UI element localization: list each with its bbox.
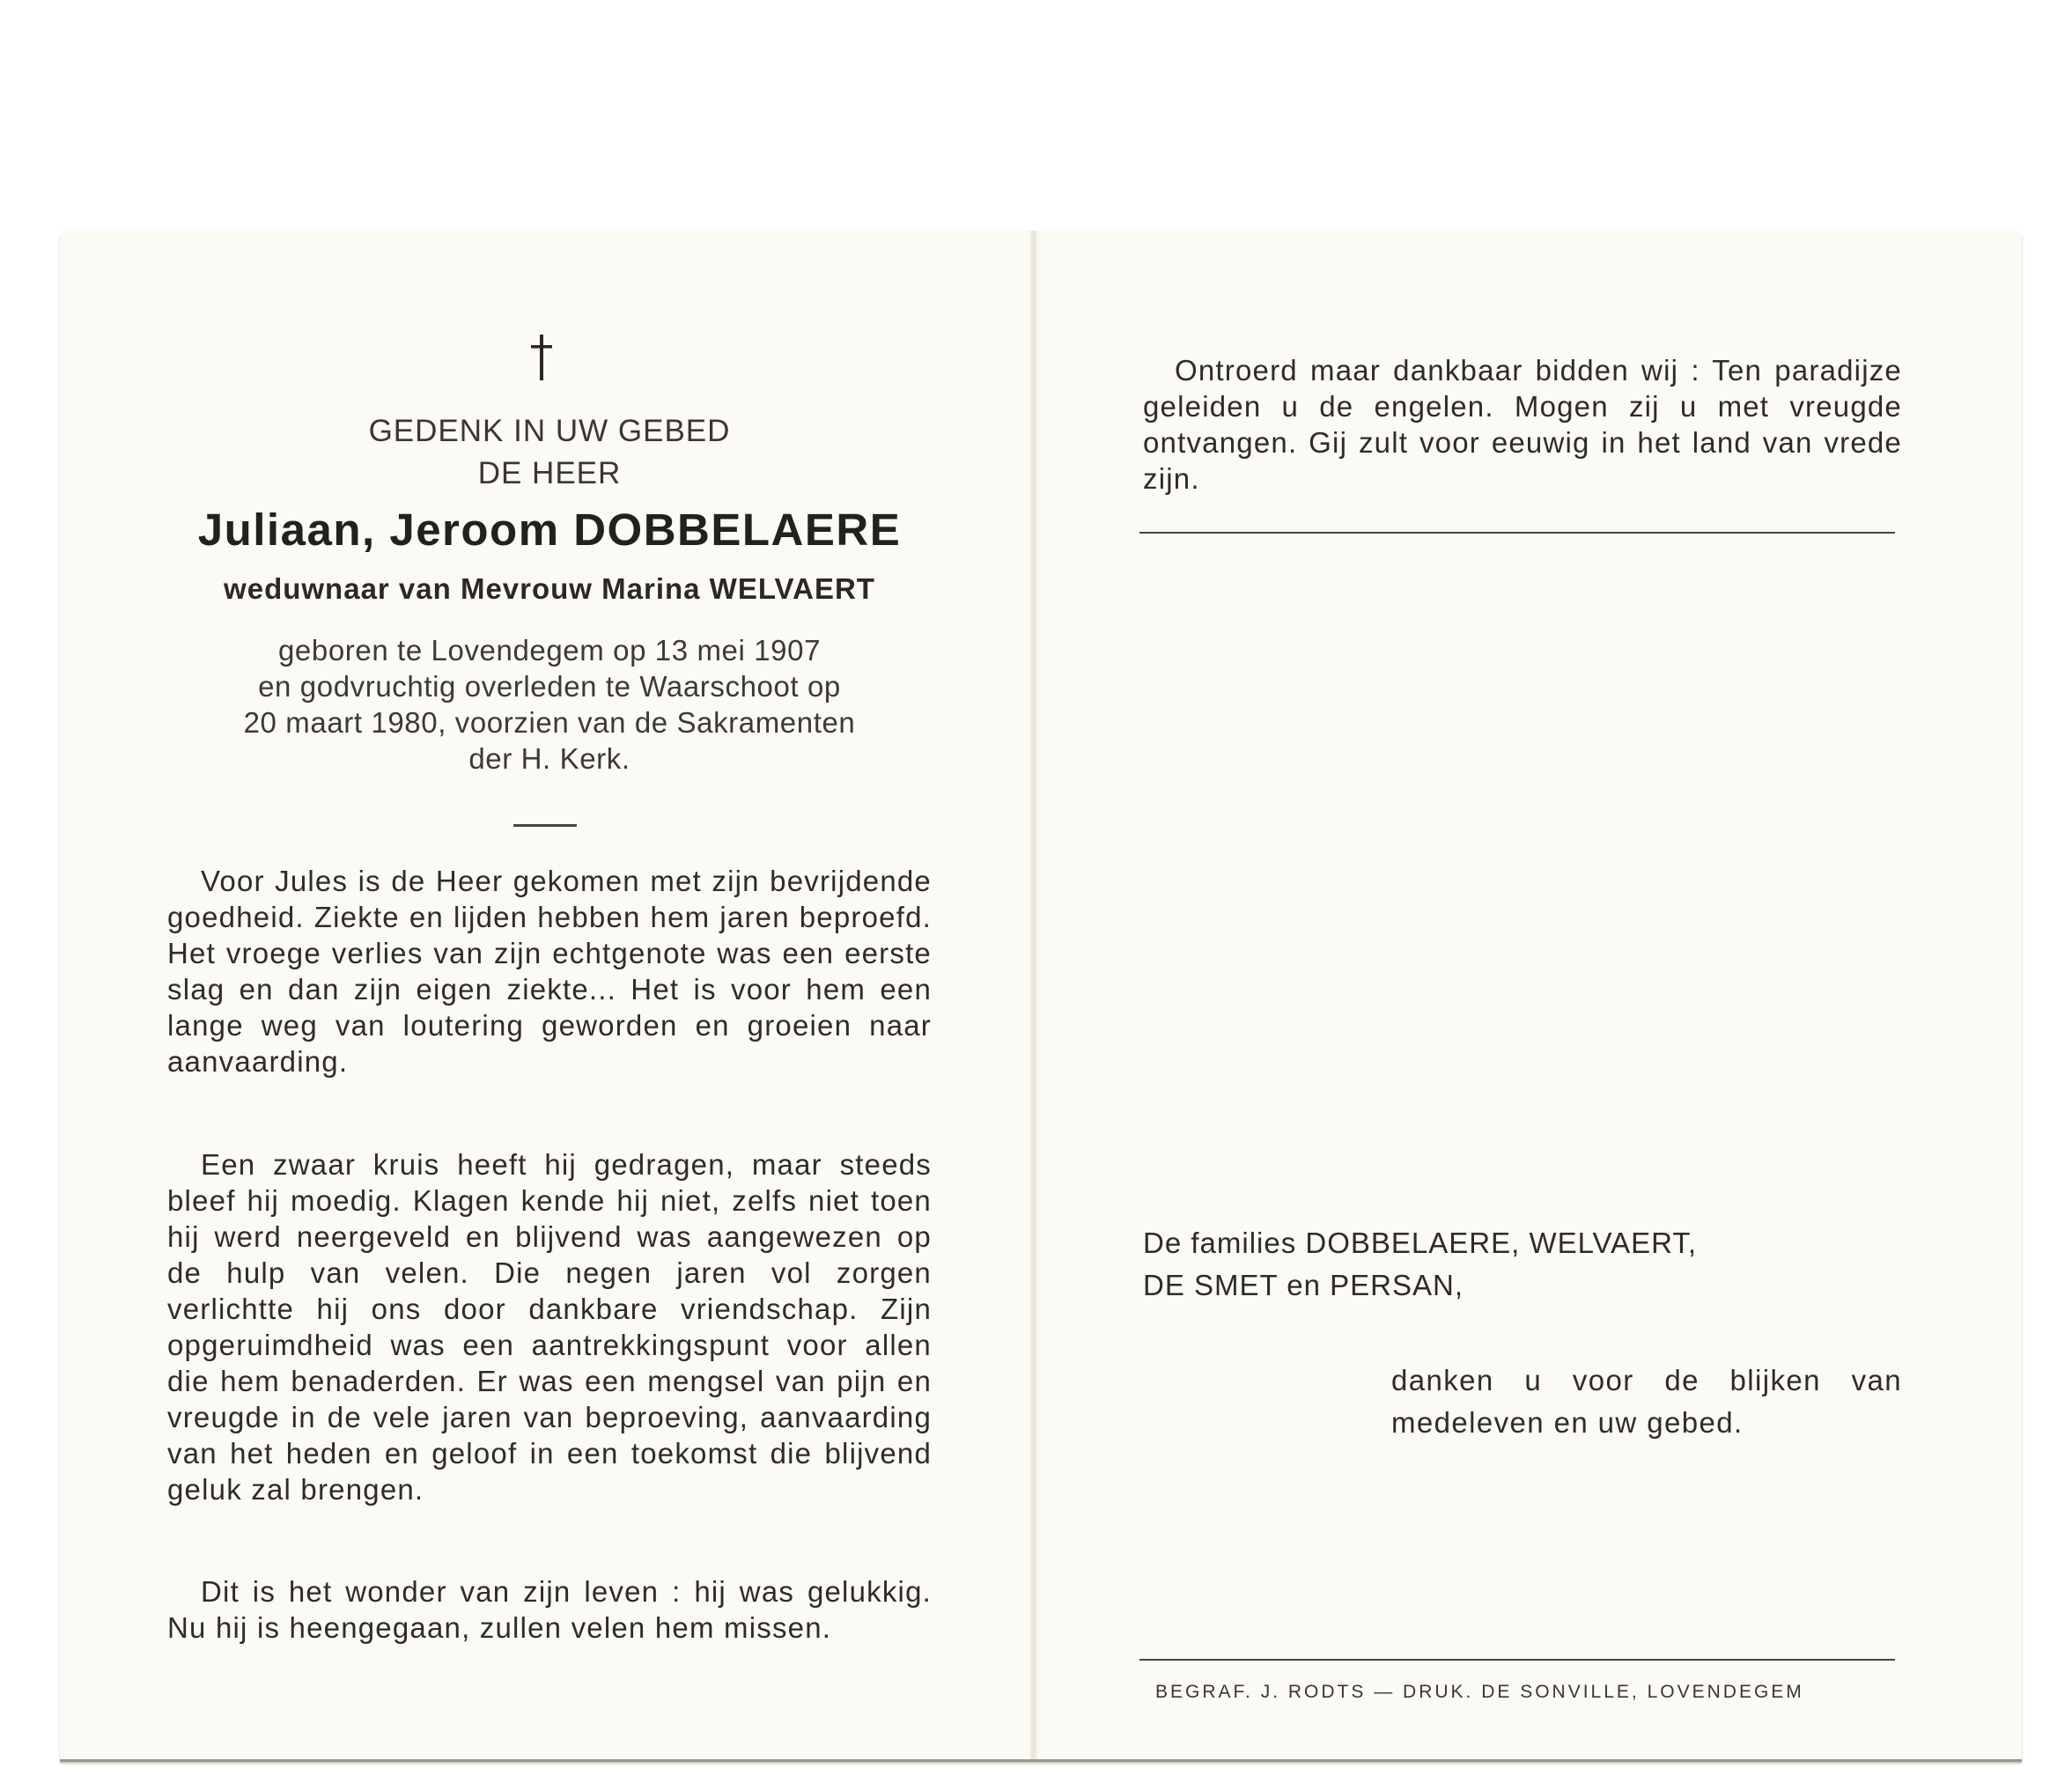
dates-line: en godvruchtig overleden te Waarschoot op xyxy=(258,670,841,703)
divider-footer xyxy=(1139,1659,1895,1661)
heading-de-heer: DE HEER xyxy=(477,456,622,490)
heading-remember: GEDENK IN UW GEBED xyxy=(368,414,731,448)
divider-short xyxy=(513,824,577,827)
paragraph-1: Voor Jules is de Heer gekomen met zijn bevrijdende goedheid. Ziekte en lijden hebben hem jaren beproefd. Het vroege verlies van zijn echtgenote was een eerste slag en dan zijn eigen ziekte... Het is voor hem een lange weg van loutering geworden en groeien naar aanvaarding. xyxy=(167,865,932,1078)
families-line: De families DOBBELAERE, WELVAERT, xyxy=(1143,1227,1698,1259)
families-block xyxy=(1143,1222,1697,1307)
families-line: DE SMET en PERSAN, xyxy=(1143,1269,1464,1301)
paragraph-2: Een zwaar kruis heeft hij gedragen, maar steeds bleef hij moedig. Klagen kende hij niet, zelfs niet toen hij werd neergeveld en blijvend was aangewezen op de hulp van velen. Die negen jaren vol zorgen verlichtte hij ons door dankbare vriendschap. Zijn opgeruimdheid was een aantrekkingspunt voor allen die hem benaderden. Er was een mengsel van pijn en vreugde in de vele jaren van beproeving, aanvaarding van het heden en geloof in een toekomst die blijvend geluk zal brengen. xyxy=(167,1148,932,1506)
card-fold xyxy=(1030,231,1037,1759)
dates-block xyxy=(166,632,933,777)
paragraph-3: Dit is het wonder van zijn leven : hij was gelukkig. Nu hij is heengegaan, zullen velen hem missen. xyxy=(167,1575,932,1644)
cross-icon xyxy=(528,333,555,382)
prayer-text: Ontroerd maar dankbaar bidden wij : Ten paradijze geleiden u de engelen. Mogen zij u met vreugde ontvangen. Gij zult voor eeuwig in het land van vrede zijn. xyxy=(1143,354,1902,495)
widower-line: weduwnaar van Mevrouw Marina WELVAERT xyxy=(224,572,875,605)
deceased-name: Juliaan, Jeroom DOBBELAERE xyxy=(197,505,902,555)
dates-line: geboren te Lovendegem op 13 mei 1907 xyxy=(277,634,822,667)
dates-line: der H. Kerk. xyxy=(468,742,630,775)
printer-credit: BEGRAF. J. RODTS — DRUK. DE SONVILLE, LOVENDEGEM xyxy=(1155,1682,1804,1702)
dates-line: 20 maart 1980, voorzien van de Sakramenten xyxy=(243,706,856,739)
divider-long xyxy=(1139,532,1895,534)
thanks-text: danken u voor de blijken van medeleven en uw gebed. xyxy=(1391,1364,1902,1439)
